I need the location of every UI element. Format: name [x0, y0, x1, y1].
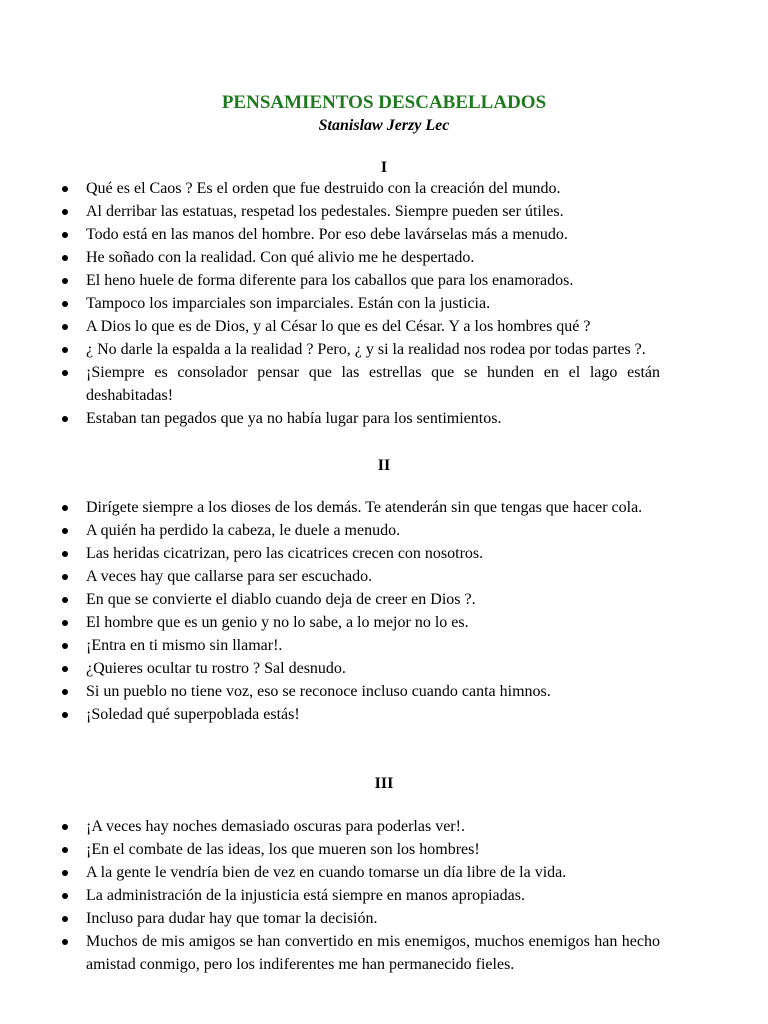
list-item-text: A quién ha perdido la cabeza, le duele a menudo. — [86, 522, 401, 539]
list-item — [60, 292, 660, 315]
list-item — [60, 861, 660, 884]
list-item-text: Incluso para dudar hay que tomar la decisión. — [86, 910, 378, 927]
list-item-text: El hombre que es un genio y no lo sabe, a lo mejor no lo es. — [86, 614, 469, 631]
list-item-text: Al derribar las estatuas, respetad los pedestales. Siempre pueden ser útiles. — [86, 203, 564, 220]
list-item — [60, 884, 660, 907]
list-item-text: Estaban tan pegados que ya no había lugar para los sentimientos. — [86, 410, 502, 427]
bullet-icon — [62, 232, 68, 238]
list-item — [60, 542, 660, 565]
section-list-3 — [60, 815, 660, 976]
bullet-icon — [62, 712, 68, 718]
list-item — [60, 407, 660, 430]
bullet-icon — [62, 301, 68, 307]
bullet-icon — [62, 916, 68, 922]
bullet-icon — [62, 347, 68, 353]
list-item — [60, 565, 660, 588]
bullet-icon — [62, 643, 68, 649]
list-item-text: ¡Entra en ti mismo sin llamar!. — [86, 637, 283, 654]
list-item — [60, 907, 660, 930]
bullet-icon — [62, 528, 68, 534]
list-item-text: A Dios lo que es de Dios, y al César lo que es del César. Y a los hombres qué ? — [86, 318, 591, 335]
bullet-icon — [62, 209, 68, 215]
document-title: PENSAMIENTOS DESCABELLADOS — [221, 92, 547, 113]
list-item — [60, 838, 660, 861]
bullet-icon — [62, 939, 68, 945]
list-item — [60, 815, 660, 838]
list-item — [60, 246, 660, 269]
bullet-icon — [62, 370, 68, 376]
list-item — [60, 338, 660, 361]
bullet-icon — [62, 824, 68, 830]
bullet-icon — [62, 186, 68, 192]
list-item — [60, 657, 660, 680]
bullet-icon — [62, 324, 68, 330]
section-list-1 — [60, 177, 660, 430]
list-item — [60, 930, 660, 976]
list-item — [60, 496, 660, 519]
list-item — [60, 361, 660, 407]
section-list-2 — [60, 496, 660, 726]
bullet-icon — [62, 278, 68, 284]
section-heading-2: II — [377, 457, 391, 474]
list-item-text: A la gente le vendría bien de vez en cuando tomarse un día libre de la vida. — [86, 864, 567, 881]
bullet-icon — [62, 870, 68, 876]
list-item-text: Si un pueblo no tiene voz, eso se reconoce incluso cuando canta himnos. — [86, 683, 551, 700]
list-item-text: ¡En el combate de las ideas, los que mueren son los hombres! — [86, 841, 480, 858]
list-item-text: Todo está en las manos del hombre. Por eso debe lavárselas más a menudo. — [86, 226, 568, 243]
bullet-icon — [62, 847, 68, 853]
list-item-text: ¡A veces hay noches demasiado oscuras para poderlas ver!. — [86, 818, 465, 835]
list-item — [60, 223, 660, 246]
list-item-text: He soñado con la realidad. Con qué alivio me he despertado. — [86, 249, 475, 266]
list-item-text: Tampoco los imparciales son imparciales. Están con la justicia. — [86, 295, 491, 312]
list-item — [60, 269, 660, 292]
list-item-text: ¿Quieres ocultar tu rostro ? Sal desnudo. — [86, 660, 346, 677]
bullet-icon — [62, 666, 68, 672]
bullet-icon — [62, 255, 68, 261]
list-item-text: Las heridas cicatrizan, pero las cicatrices crecen con nosotros. — [86, 545, 484, 562]
section-heading-3: III — [374, 775, 394, 792]
list-item-text: Dirígete siempre a los dioses de los demás. Te atenderán sin que tengas que hacer cola. — [86, 499, 643, 516]
list-item-text: El heno huele de forma diferente para los caballos que para los enamorados. — [86, 272, 574, 289]
bullet-icon — [62, 620, 68, 626]
document-author: Stanislaw Jerzy Lec — [318, 117, 450, 134]
list-item-text: La administración de la injusticia está siempre en manos apropiadas. — [86, 887, 525, 904]
list-item — [60, 315, 660, 338]
list-item-text: Muchos de mis amigos se han convertido en mis enemigos, muchos enemigos han hecho amistad conmigo, pero los indiferentes me han permanecido fieles. — [86, 933, 660, 973]
bullet-icon — [62, 689, 68, 695]
list-item — [60, 177, 660, 200]
bullet-icon — [62, 416, 68, 422]
list-item — [60, 703, 660, 726]
bullet-icon — [62, 551, 68, 557]
list-item-text: En que se convierte el diablo cuando deja de creer en Dios ?. — [86, 591, 476, 608]
list-item — [60, 519, 660, 542]
list-item-text: ¿ No darle la espalda a la realidad ? Pero, ¿ y si la realidad nos rodea por todas partes ?. — [86, 341, 646, 358]
bullet-icon — [62, 505, 68, 511]
bullet-icon — [62, 574, 68, 580]
list-item-text: A veces hay que callarse para ser escuchado. — [86, 568, 373, 585]
list-item-text: ¡Siempre es consolador pensar que las estrellas que se hunden en el lago están deshabitadas! — [86, 364, 660, 404]
bullet-icon — [62, 893, 68, 899]
list-item — [60, 200, 660, 223]
bullet-icon — [62, 597, 68, 603]
list-item-text: Qué es el Caos ? Es el orden que fue destruido con la creación del mundo. — [86, 180, 561, 197]
list-item — [60, 634, 660, 657]
list-item — [60, 611, 660, 634]
list-item — [60, 680, 660, 703]
section-heading-1: I — [380, 159, 388, 176]
list-item — [60, 588, 660, 611]
list-item-text: ¡Soledad qué superpoblada estás! — [86, 706, 300, 723]
